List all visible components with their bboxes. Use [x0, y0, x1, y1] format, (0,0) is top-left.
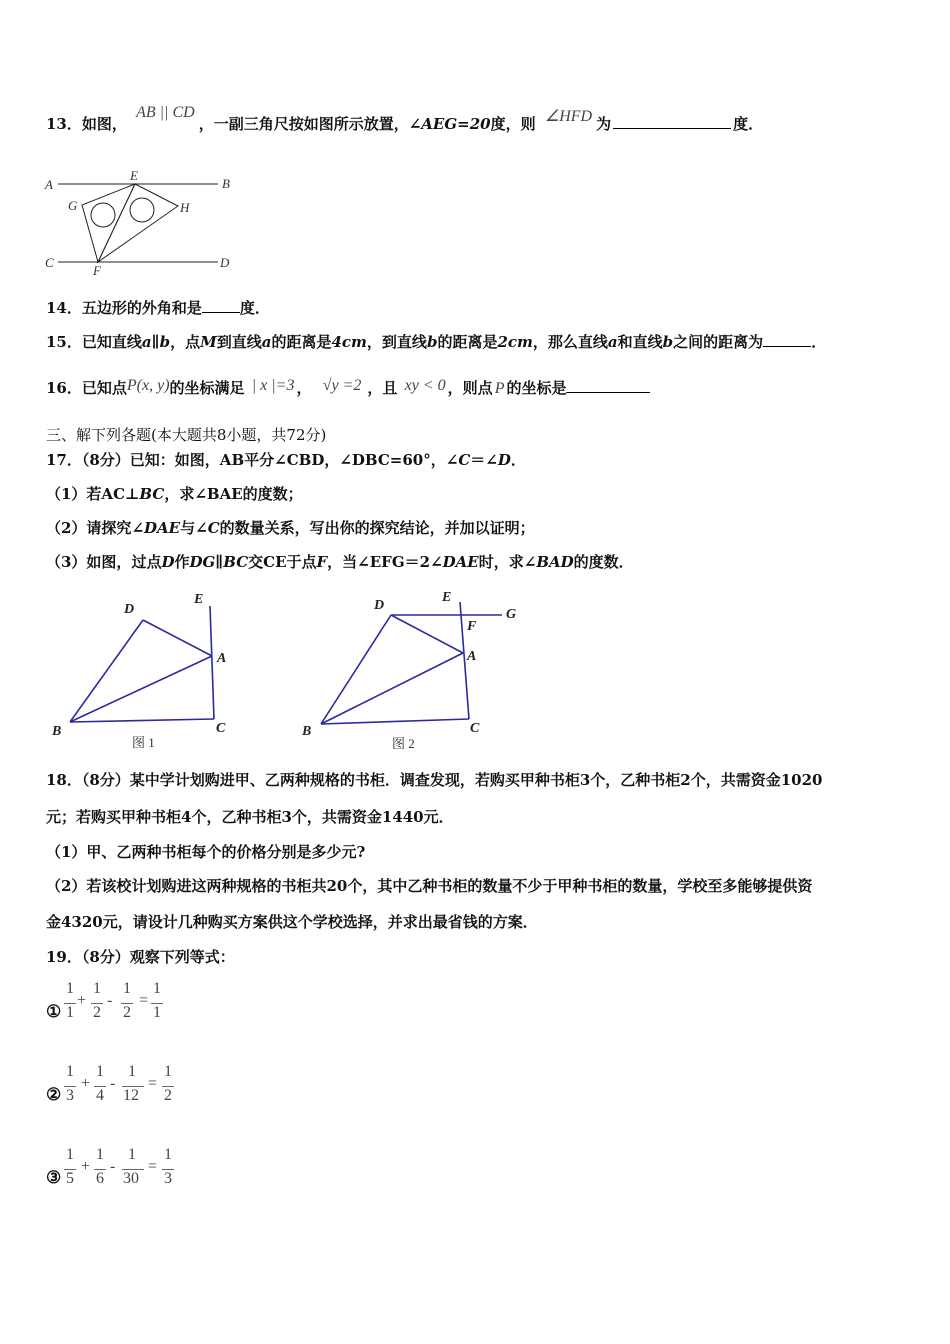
figure-17-1-lines [70, 606, 214, 722]
f2-label-a: A [467, 649, 477, 664]
f1-label-d: D [124, 602, 135, 617]
label-d: D [220, 255, 230, 270]
question-17-part-2: （2）请探究∠DAE与∠C的数量关系，写出你的探究结论，并加以证明； [46, 519, 535, 537]
equation-2: ② 1 3 + 1 4 - 1 12 = 1 2 [46, 1063, 172, 1104]
question-17: 17．（8分）已知：如图，AB平分∠CBD，∠DBC=60°，∠C＝∠D． [46, 451, 526, 469]
question-15: 15．已知直线a∥b，点M到直线a的距离是4cm，到直线b的距离是2cm，那么直线a和直线b之间的距离为 ． [46, 333, 827, 351]
f2-label-d: D [374, 598, 385, 613]
equation-3: ③ 1 5 + 1 6 - 1 30 = 1 3 [46, 1146, 172, 1187]
f1-label-a: A [217, 651, 227, 666]
question-18-part-2-line-1: （2）若该校计划购进这两种规格的书柜共20个，其中乙种书柜的数量不少于甲种书柜的数量，学校至多能够提供资 [46, 877, 813, 895]
f1-label-e: E [194, 592, 204, 607]
question-14: 14．五边形的外角和是 度． [46, 299, 270, 317]
question-16: 16．已知点P(x, y)的坐标满足 | x |=3 ， √y =2 ，且 xy < 0 ，则点 P 的坐标是 [46, 378, 650, 399]
label-h: H [180, 200, 190, 215]
question-18-line-2: 元；若购买甲种书柜4个，乙种书柜3个，共需资金1440元． [46, 808, 454, 826]
f2-label-g: G [506, 607, 517, 622]
f2-label-e: E [442, 590, 452, 605]
question-18-part-1: （1）甲、乙两种书柜每个的价格分别是多少元? [46, 843, 366, 861]
question-19: 19．（8分）观察下列等式： [46, 948, 235, 966]
label-e: E [130, 168, 138, 183]
label-b: B [222, 176, 230, 191]
f2-label-b: B [302, 724, 312, 739]
f2-label-f: F [467, 619, 477, 634]
question-18-line-1: 18．（8分）某中学计划购进甲、乙两种规格的书柜．调查发现，若购买甲种书柜3个，乙种书柜2个，共需资金1020 [46, 771, 823, 789]
q13-number: 13． [46, 115, 82, 133]
f1-caption: 图 1 [132, 735, 155, 750]
f1-label-c: C [216, 721, 226, 736]
question-17-part-3: （3）如图，过点D作DG∥BC交CE于点F，当∠EFG＝2∠DAE时，求∠BAD的度数． [46, 553, 634, 571]
section-3-heading: 三、解下列各题(本大题共8小题，共72分) [46, 426, 327, 444]
label-g: G [68, 198, 78, 213]
label-c: C [45, 255, 54, 270]
q13-math-angle: ∠HFD [544, 108, 593, 125]
question-17-part-1: （1）若AC⊥BC，求∠BAE的度数； [46, 485, 303, 503]
question-13: 13．如图， AB || CD，一副三角尺按如图所示放置，∠AEG=20度，则 ∠HFD 为 度． [46, 104, 764, 133]
question-18-part-2-line-2: 金4320元，请设计几种购买方案供这个学校选择，并求出最省钱的方案． [46, 913, 538, 931]
label-a: A [45, 177, 53, 192]
equation-1: ① 1 1 + 1 2 - 1 2 = 1 1 [46, 980, 161, 1021]
f2-label-c: C [470, 721, 480, 736]
q13-math-parallel: AB || CD [136, 104, 195, 121]
f2-caption: 图 2 [392, 736, 415, 751]
f1-label-b: B [52, 724, 62, 739]
label-f: F [93, 263, 101, 278]
